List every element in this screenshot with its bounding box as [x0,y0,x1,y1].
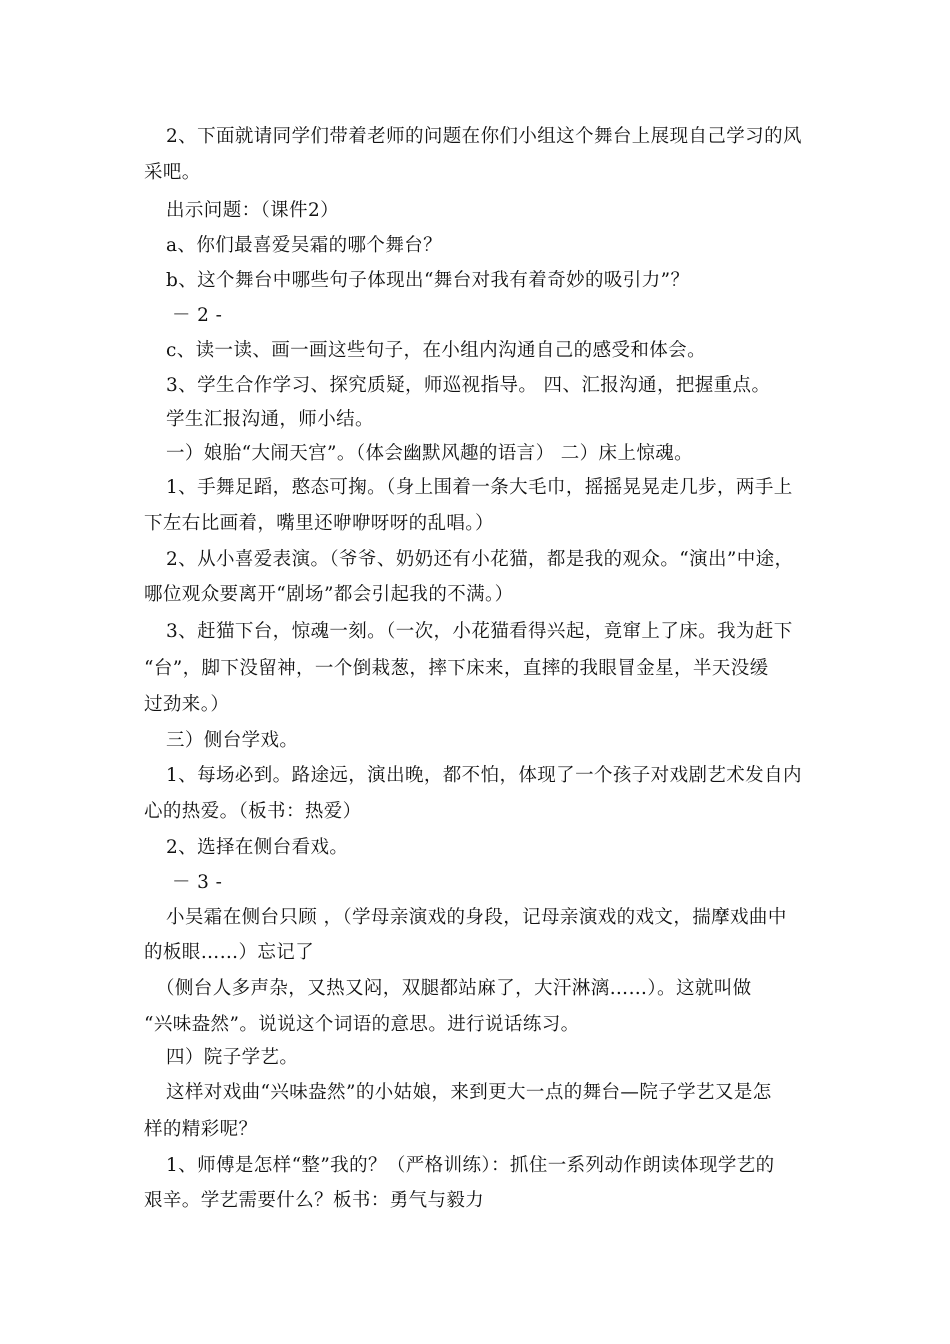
paragraph-line: 过劲来。） [144,694,230,715]
paragraph-line: c、读一读、画一画这些句子，在小组内沟通自己的感受和体会。 [166,340,706,361]
paragraph-line: （侧台人多声杂，又热又闷，双腿都站麻了，大汗淋漓……）。这就叫做 [156,978,752,999]
paragraph-line: b、这个舞台中哪些句子体现出“舞台对我有着奇妙的吸引力”？ [166,270,690,291]
paragraph-line: 采吧。 [144,162,201,183]
paragraph-line: “台”，脚下没留神，一个倒栽葱，摔下床来，直摔的我眼冒金星，半天没缓 [144,658,769,679]
paragraph-line: 的板眼……）忘记了 [144,942,315,963]
paragraph-line: 1、手舞足蹈，憨态可掬。（身上围着一条大毛巾，摇摇晃晃走几步，两手上 [166,477,793,498]
section-heading: 三）侧台学戏。 [166,730,299,751]
paragraph-line: 心的热爱。（板书：热爱） [144,801,362,822]
paragraph-line: 小吴霜在侧台只顾 ，（学母亲演戏的身段，记母亲演戏的戏文，揣摩戏曲中 [166,907,787,928]
paragraph-line: 哪位观众要离开“剧场”都会引起我的不满。） [144,584,514,605]
paragraph-line: a、你们最喜爱吴霜的哪个舞台？ [166,235,443,256]
paragraph-line: 3、学生合作学习、探究质疑，师巡视指导。 四、汇报沟通，把握重点。 [166,375,771,396]
paragraph-line: 下左右比画着，嘴里还咿咿呀呀的乱唱。） [144,513,494,534]
paragraph-line: 2、从小喜爱表演。（爷爷、奶奶还有小花猫，都是我的观众。“演出”中途， [166,549,794,570]
paragraph-line: 2、选择在侧台看戏。 [166,837,349,858]
paragraph-line: 1、每场必到。路途远，演出晚，都不怕，体现了一个孩子对戏剧艺术发自内 [166,765,802,786]
page-number: － 2 - [172,305,223,326]
paragraph-line: 3、赶猫下台，惊魂一刻。（一次，小花猫看得兴起，竟窜上了床。我为赶下 [166,621,793,642]
section-heading: 四）院子学艺。 [166,1047,299,1068]
paragraph-line: “兴味盎然”。说说这个词语的意思。进行说话练习。 [144,1014,580,1035]
paragraph-line: 这样对戏曲“兴味盎然”的小姑娘，来到更大一点的舞台—院子学艺又是怎 [166,1082,772,1103]
paragraph-line: 学生汇报沟通，师小结。 [166,409,374,430]
paragraph-line: 艰辛。学艺需要什么？板书：勇气与毅力 [144,1190,485,1211]
paragraph-line: 出示问题：（课件2） [166,200,340,221]
section-heading: 一）娘胎“大闹天宫”。（体会幽默风趣的语言） 二）床上惊魂。 [166,443,694,464]
page-number: － 3 - [172,872,223,893]
paragraph-line: 样的精彩呢？ [144,1119,258,1140]
paragraph-line: 2、下面就请同学们带着老师的问题在你们小组这个舞台上展现自己学习的风 [166,126,802,147]
paragraph-line: 1、师傅是怎样“整”我的？（严格训练）：抓住一系列动作朗读体现学艺的 [166,1155,775,1176]
